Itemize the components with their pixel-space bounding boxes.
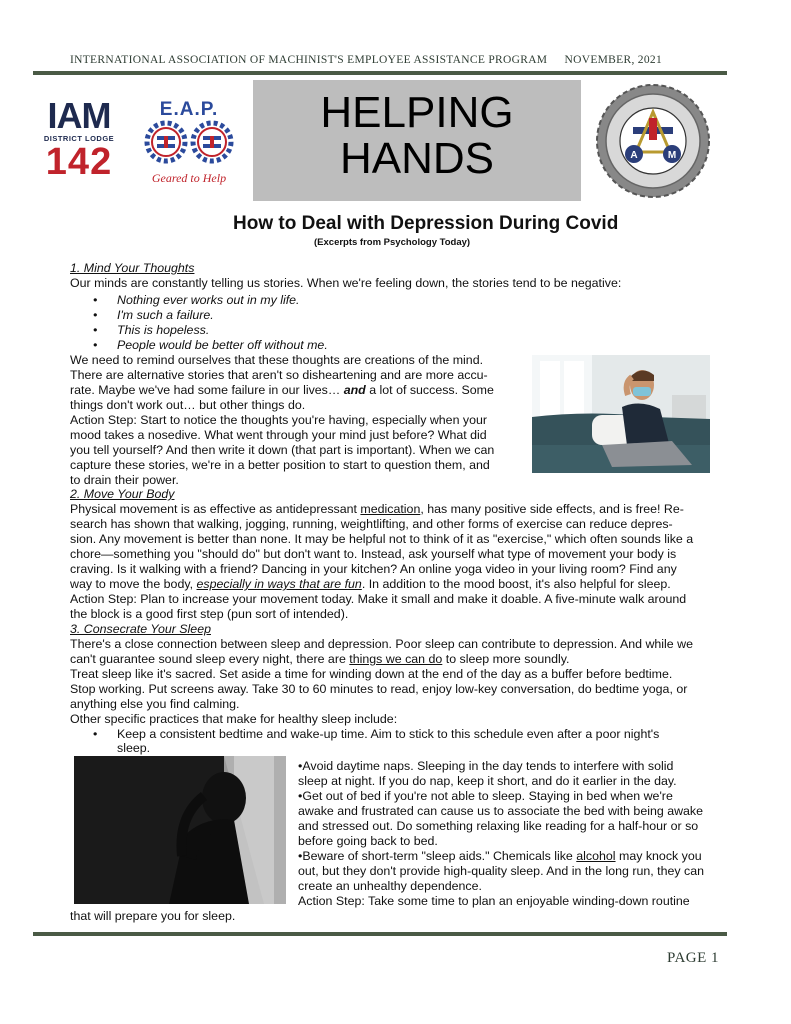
eap-logo — [136, 100, 242, 192]
newsletter-title-box — [253, 80, 581, 201]
svg-text:M: M — [667, 150, 677, 161]
section3-right-line: awake and frustrated can cause us to associate the bed with being awake — [298, 804, 704, 818]
list-item: • People would be better off without me. — [93, 338, 328, 352]
section1-action-line: capture these stories, we're in a better position to start to question them, and — [70, 458, 490, 472]
section3-line: Treat sleep like it's sacred. Set aside a time for winding down at the end of the day as a buffer before bedtime. — [70, 667, 673, 681]
section2-line: search has shown that walking, jogging, running, weightlifting, and other forms of exercise can reduce depres- — [70, 517, 673, 531]
section3-right-line: sleep at night. If you do nap, keep it short, and do it earlier in the day. — [298, 774, 677, 788]
eap-logo-title: E.A.P. — [159, 99, 219, 120]
section3-last-line: that will prepare you for sleep. — [70, 909, 236, 923]
section3-right-line: Action Step: Take some time to plan an enjoyable winding-down routine — [298, 894, 690, 908]
section3-heading: 3. Consecrate Your Sleep — [70, 622, 211, 636]
newsletter-header — [70, 54, 710, 66]
section3-right-line: •Beware of short-term "sleep aids." Chemicals like alcohol may knock you — [298, 849, 702, 863]
section3-line: There's a close connection between sleep and depression. Poor sleep can contribute to depression. And while we — [70, 637, 693, 651]
section3-right-line: •Get out of bed if you're not able to sleep. Staying in bed when we're — [298, 789, 673, 803]
section2-line: sion. Any movement is better than none. It may be helpful not to think of it as "exercise," which often sounds like a — [70, 532, 694, 546]
header-date: NOVEMBER, 2021 — [564, 54, 662, 66]
section3-line: Other specific practices that make for healthy sleep include: — [70, 712, 398, 726]
gear-icon — [136, 120, 242, 164]
things-we-can-do-link[interactable]: things we can do — [349, 652, 443, 666]
section1-paragraph-line: There are alternative stories that aren't so disheartening and are more accu- — [70, 368, 488, 382]
list-item-continuation: sleep. — [117, 741, 151, 755]
section3-line: can't guarantee sound sleep every night, there are things we can do to sleep more soundly. — [70, 652, 570, 666]
section2-line: the block is a good first step (pun sort of intended). — [70, 607, 349, 621]
section3-right-line: out, but they don't provide high-quality sleep. And in the long run, they can — [298, 864, 705, 878]
medication-link[interactable]: medication — [360, 502, 421, 516]
section3-right-line: before going back to bed. — [298, 834, 438, 848]
iam-logo-text: IAM — [47, 95, 111, 136]
fun-ways-link[interactable]: especially in ways that are fun — [196, 577, 362, 591]
section1-paragraph-line: We need to remind ourselves that these thoughts are creations of the mind. — [70, 353, 484, 367]
silhouette-photo — [74, 756, 286, 904]
section1-heading: 1. Mind Your Thoughts — [70, 261, 195, 275]
header-rule — [33, 71, 727, 75]
header-org: INTERNATIONAL ASSOCIATION OF MACHINIST'S EMPLOYEE ASSISTANCE PROGRAM — [70, 54, 548, 66]
iam-logo — [34, 95, 124, 193]
alcohol-link[interactable]: alcohol — [576, 849, 616, 863]
section1-action-line: Action Step: Start to notice the thoughts you're having, especially when your — [70, 413, 488, 427]
section2-line: chore—something you "should do" but don't want to. Instead, ask yourself what type of movement your body is — [70, 547, 677, 561]
article-title: How to Deal with Depression During Covid — [233, 213, 619, 234]
section2-line: craving. Is it walking with a friend? Dancing in your kitchen? An online yoga video in your living room? Find any — [70, 562, 677, 576]
section2-heading: 2. Move Your Body — [70, 487, 175, 501]
section1-action-line: mood takes a nosedive. What went through your mind just before? What did — [70, 428, 487, 442]
newsletter-title-line1: HELPING — [320, 88, 514, 137]
section1-intro: Our minds are constantly telling us stories. When we're feeling down, the stories tend to be negative: — [70, 276, 622, 290]
section1-action-line: you tell yourself? And then write it down (that part is important). When we can — [70, 443, 495, 457]
section3-right-line: create an unhealthy dependence. — [298, 879, 482, 893]
section3-line: anything else you find calming. — [70, 697, 240, 711]
article-subtitle: (Excerpts from Psychology Today) — [314, 237, 471, 248]
section2-line: Physical movement is as effective as antidepressant medication, has many positive side effects, and is free! Re- — [70, 502, 684, 516]
section1-action-line: to drain their power. — [70, 473, 179, 487]
section1-paragraph-line: things don't work out… but other things do. — [70, 398, 306, 412]
section2-line: way to move the body, especially in ways that are fun. In addition to the mood boost, it's also helpful for sleep. — [70, 577, 671, 591]
list-item: • I'm such a failure. — [93, 308, 214, 322]
list-item: • Nothing ever works out in my life. — [93, 293, 300, 307]
newsletter-title-line2: HANDS — [339, 134, 495, 183]
list-item: • Keep a consistent bedtime and wake-up time. Aim to stick to this schedule even after a poor night's — [93, 727, 660, 741]
eap-logo-tagline: Geared to Help — [151, 171, 227, 185]
section3-line: Stop working. Put screens away. Take 30 to 60 minutes to read, enjoy low-key conversation, do bedtime yoga, or — [70, 682, 688, 696]
section1-paragraph-line: rate. Maybe we've had some failure in our lives… and a lot of success. Some — [70, 383, 494, 397]
list-item: • This is hopeless. — [93, 323, 210, 337]
iam-seal-logo — [588, 82, 718, 200]
section3-right-line: •Avoid daytime naps. Sleeping in the day tends to interfere with solid — [298, 759, 674, 773]
footer-rule — [33, 932, 727, 936]
iam-logo-number: 142 — [45, 141, 113, 183]
man-with-mask-photo — [532, 355, 710, 473]
section3-right-line: and stressed out. Do something relaxing like reading for a half-hour or so — [298, 819, 699, 833]
section2-line: Action Step: Plan to increase your movement today. Make it small and make it doable. A five-minute walk around — [70, 592, 687, 606]
iam-logo-subtext: DISTRICT LODGE — [43, 134, 115, 143]
page-number: PAGE 1 — [667, 950, 720, 966]
svg-text:A: A — [630, 150, 638, 161]
